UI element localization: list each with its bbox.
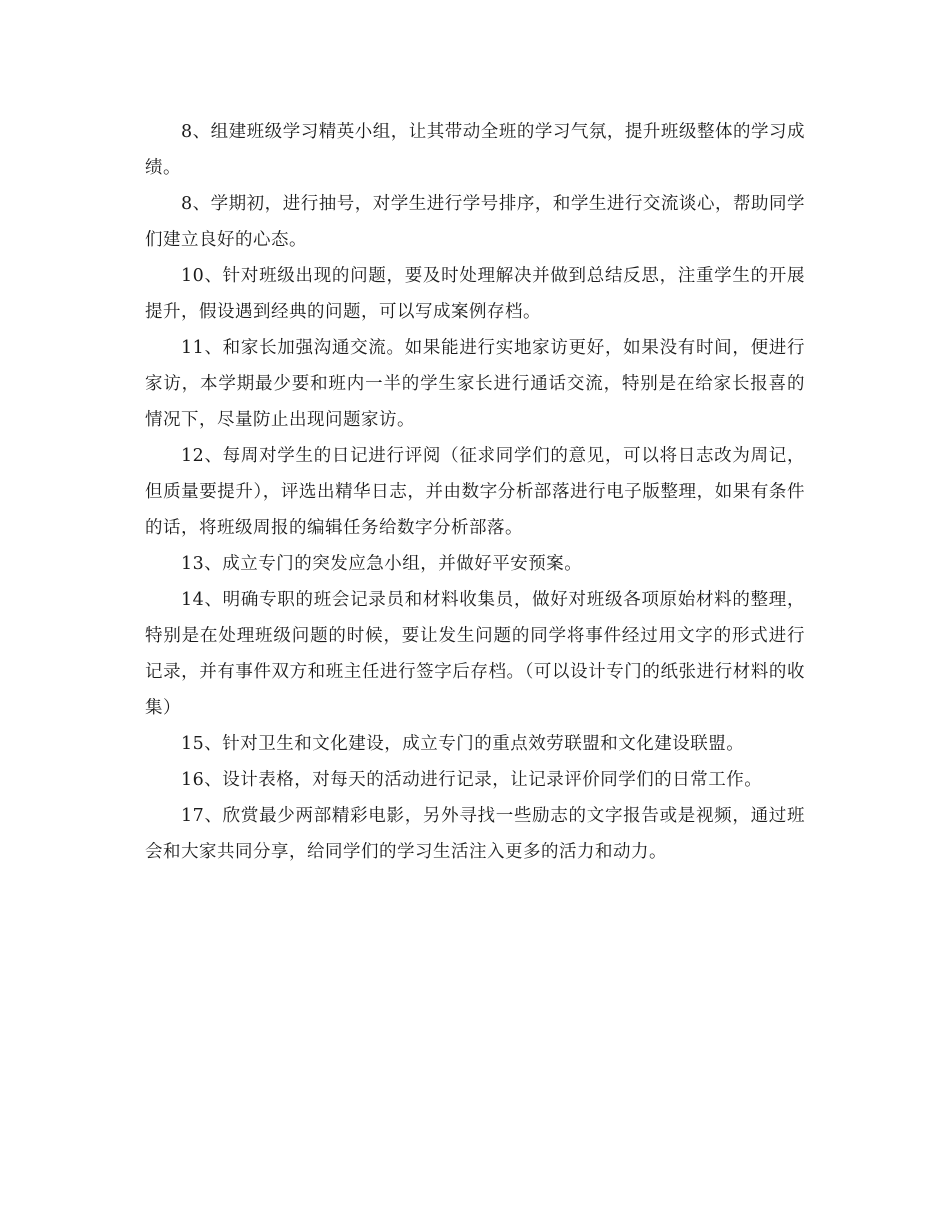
paragraph-item-12: 12、每周对学生的日记进行评阅（征求同学们的意见，可以将日志改为周记，但质量要提升），评选出精华日志，并由数字分析部落进行电子版整理，如果有条件的话，将班级周报的编辑任务给数字分析部落。 — [145, 446, 805, 538]
paragraph-item-11: 11、和家长加强沟通交流。如果能进行实地家访更好，如果没有时间，便进行 家访，本学期最少要和班内一半的学生家长进行通话交流，特别是在给家长报喜的情况下，尽量防止出现问题家访。 — [145, 338, 823, 430]
paragraph-item-13: 13、成立专门的突发应急小组，并做好平安预案。 — [181, 554, 583, 574]
paragraph-item-10: 10、针对班级出现的问题，要及时处理解决并做到总结反思，注重学生的开展提升，假设遇到经典的问题，可以写成案例存档。 — [145, 266, 805, 322]
paragraph-item-16: 16、设计表格，对每天的活动进行记录，让记录评价同学们的日常工作。 — [181, 770, 763, 790]
paragraph-item-8b: 8、学期初，进行抽号，对学生进行学号排序，和学生进行交流谈心，帮助同学们建立良好的心态。 — [145, 194, 805, 250]
paragraph-item-15: 15、针对卫生和文化建设，成立专门的重点效劳联盟和文化建设联盟。 — [181, 734, 745, 754]
paragraph-item-8a: 8、组建班级学习精英小组，让其带动全班的学习气氛，提升班级整体的学习成绩。 — [145, 122, 805, 178]
paragraph-item-14: 14、明确专职的班会记录员和材料收集员，做好对班级各项原始材料的整理，特别是在处理班级问题的时候，要让发生问题的同学将事件经过用文字的形式进行记录，并有事件双方和班主任进行签字后存档。（可以设计专门的纸张进行材料的收集） — [145, 590, 805, 718]
paragraph-item-17: 17、欣赏最少两部精彩电影，另外寻找一些励志的文字报告或是视频，通过班会和大家共同分享，给同学们的学习生活注入更多的活力和动力。 — [145, 806, 805, 862]
document-body — [145, 114, 823, 870]
